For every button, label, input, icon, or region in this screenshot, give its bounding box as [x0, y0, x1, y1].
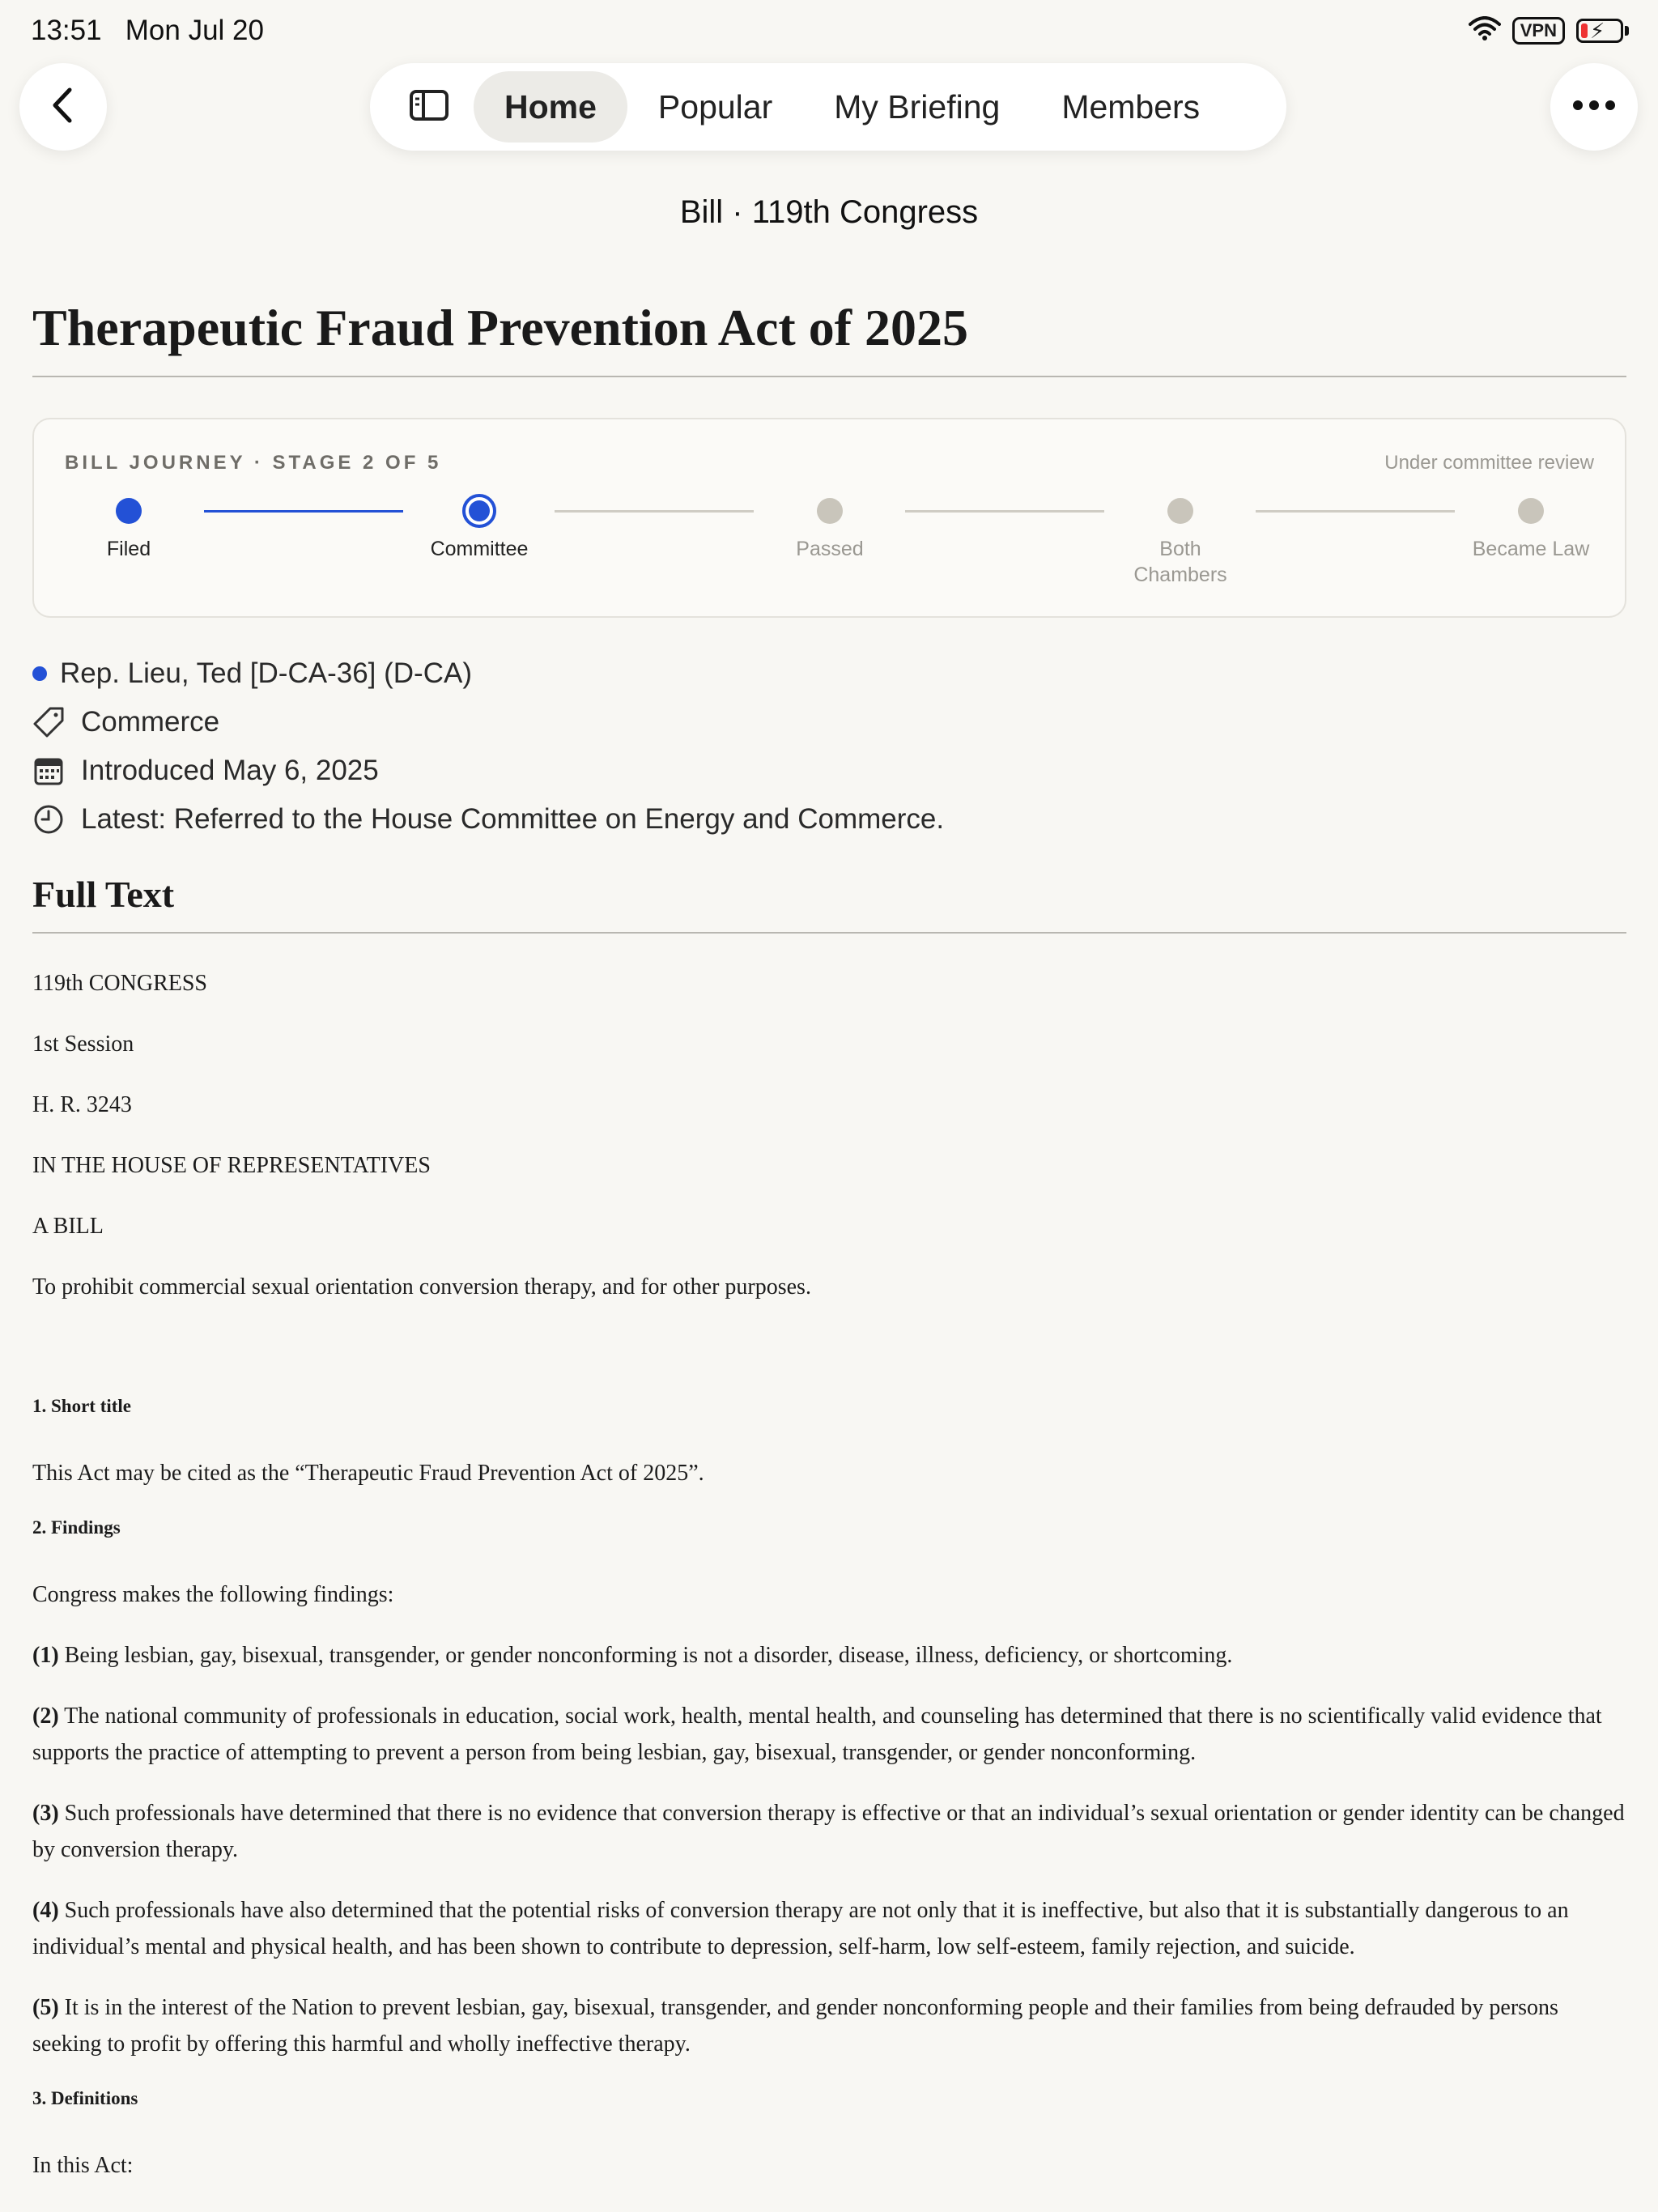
stage-dot-became-law [1518, 498, 1544, 524]
section-heading: 2. Findings [32, 1517, 121, 1538]
sponsor-row[interactable] [32, 657, 472, 690]
bill-number: H. R. 3243 [32, 1092, 132, 1117]
stage-dot-both-chambers [1167, 498, 1193, 524]
sidebar-icon [409, 89, 449, 125]
stage-dot-filed [116, 498, 142, 524]
tag-icon [32, 706, 65, 738]
tab-popular[interactable]: Popular [657, 87, 773, 125]
status-bar [0, 0, 1658, 65]
stage-label-filed: Filed [106, 538, 151, 560]
stage-label-became-law: Became Law [1472, 538, 1590, 560]
finding-item: (5) It is in the interest of the Nation to prevent lesbian, gay, bisexual, transgender, and gender nonconforming people and their families from being defrauded by persons seeking to profit by offering this harmful and wholly ineffective therapy. [32, 1995, 1558, 2057]
stage-dot-committee [462, 494, 496, 528]
chamber-line: IN THE HOUSE OF REPRESENTATIVES [32, 1153, 431, 1178]
progress-track-4 [1256, 510, 1455, 513]
status-icons [1469, 16, 1629, 45]
sponsor-name: Rep. Lieu, Ted [D-CA-36] (D-CA) [60, 657, 472, 689]
finding-item: (4) Such professionals have also determined that the potential risks of conversion therapy are not only that it is ineffective, but also that it is substantially dangerous to an individual’s mental and physical health, and has been shown to contribute to depression, self-harm, low self-esteem, family rejection, and suicide. [32, 1898, 1569, 1959]
congress-line: 119th CONGRESS [32, 971, 208, 996]
tab-members[interactable]: Members [1061, 87, 1201, 125]
introduced-date: Introduced May 6, 2025 [81, 755, 379, 786]
tab-my-briefing[interactable]: My Briefing [834, 87, 1001, 125]
vpn-badge: VPN [1512, 17, 1565, 45]
party-dot [32, 666, 47, 681]
full-text-divider [32, 932, 1626, 934]
top-navigation [370, 63, 1286, 151]
battery-icon: ⚡ [1576, 19, 1623, 43]
stage-label-passed: Passed [796, 538, 864, 560]
page-title: Therapeutic Fraud Prevention Act of 2025 [32, 299, 969, 356]
section-text: In this Act: [32, 2153, 134, 2178]
journey-status: Under committee review [1384, 452, 1594, 474]
bill-purpose: To prohibit commercial sexual orientation conversion therapy, and for other purposes. [32, 1274, 811, 1300]
section-text: Congress makes the following findings: [32, 1582, 394, 1607]
section-text: This Act may be cited as the “Therapeutic Fraud Prevention Act of 2025”. [32, 1461, 704, 1486]
policy-area-row [32, 706, 219, 738]
more-button[interactable] [1550, 63, 1638, 151]
finding-item: (3) Such professionals have determined that there is no evidence that conversion therapy is effective or that an individual’s sexual orientation or gender identity can be changed by conversion therapy. [32, 1801, 1625, 1862]
bill-journey-card [32, 418, 1626, 618]
policy-area: Commerce [81, 706, 220, 738]
battery-tip [1625, 26, 1629, 36]
stage-label-both-chambers: Both Chambers [1133, 538, 1227, 586]
back-button[interactable] [19, 63, 107, 151]
section-heading: 1. Short title [32, 1396, 132, 1416]
calendar-icon [32, 755, 65, 787]
clock-icon [32, 803, 65, 836]
stage-dot-passed [817, 498, 843, 524]
introduced-row [32, 755, 379, 787]
finding-item: (1) Being lesbian, gay, bisexual, transgender, or gender nonconforming is not a disorder, disease, illness, deficiency, or shortcoming. [32, 1643, 1233, 1668]
session-line: 1st Session [32, 1032, 134, 1057]
sidebar-toggle-button[interactable] [385, 71, 474, 143]
more-icon [1572, 100, 1616, 115]
tab-home[interactable]: Home [474, 71, 627, 143]
stage-label-committee: Committee [430, 538, 529, 560]
bill-kicker: Bill · 119th Congress [679, 194, 979, 230]
progress-track-2 [555, 510, 754, 513]
status-time: 13:51 Mon Jul 20 [31, 15, 264, 46]
journey-label: BILL JOURNEY · STAGE 2 OF 5 [65, 452, 442, 474]
progress-track-1 [204, 510, 403, 513]
title-divider [32, 376, 1626, 377]
latest-action-row [32, 803, 944, 836]
finding-item: (2) The national community of professionals in education, social work, health, mental health, and counseling has determined that there is no scientifically valid evidence that supports the practice of attempting to prevent a person from being lesbian, gay, bisexual, transgender, or gender nonconforming. [32, 1704, 1602, 1765]
bill-full-text [32, 965, 1631, 2184]
chevron-left-icon [47, 85, 79, 130]
wifi-icon [1469, 16, 1501, 45]
latest-action: Latest: Referred to the House Committee on Energy and Commerce. [81, 803, 945, 835]
progress-track-3 [905, 510, 1104, 513]
full-text-heading: Full Text [32, 874, 175, 915]
section-heading: 3. Definitions [32, 2088, 138, 2108]
doc-type: A BILL [32, 1214, 104, 1239]
